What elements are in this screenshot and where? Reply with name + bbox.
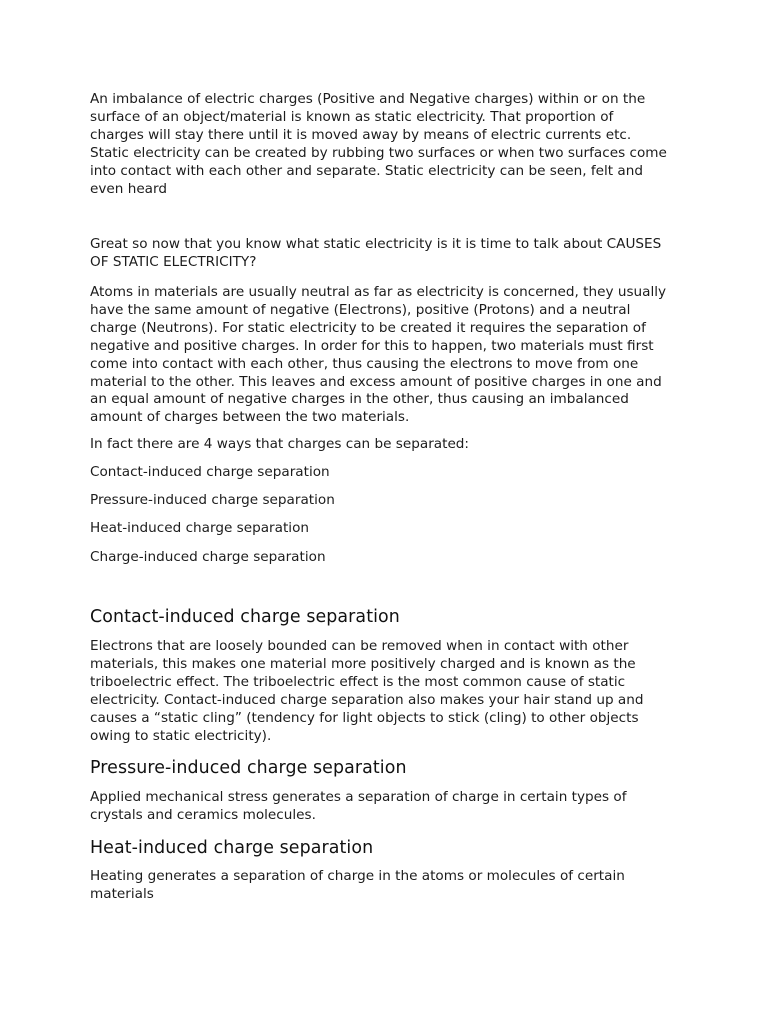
- way-item-contact: Contact-induced charge separation: [90, 464, 330, 480]
- way-item-charge: Charge-induced charge separation: [90, 549, 326, 565]
- ways-intro: In fact there are 4 ways that charges can be separated:: [90, 436, 470, 452]
- way-item-heat: Heat-induced charge separation: [90, 520, 310, 536]
- section-heading-pressure: Pressure-induced charge separation: [90, 758, 407, 778]
- way-item-pressure: Pressure-induced charge separation: [90, 492, 335, 508]
- section-body-heat: Heating generates a separation of charge in the atoms or molecules of certain materials: [90, 868, 625, 902]
- section-heading-heat: Heat-induced charge separation: [90, 838, 374, 858]
- atoms-paragraph: Atoms in materials are usually neutral as far as electricity is concerned, they usually have the same amount of negative (Electrons), positive (Protons) and a neutral charge (Neutrons). For static electricity to be created it requires the separation of negative and positive charges. In order for this to happen, two materials must first come into contact with each other, thus causing the electrons to move from one material to the other. This leaves and excess amount of positive charges in one and an equal amount of negative charges in the other, thus causing an imbalanced amount of charges between the two materials.: [90, 284, 667, 426]
- intro-paragraph: An imbalance of electric charges (Positive and Negative charges) within or on the surface of an object/material is known as static electricity. That proportion of charges will stay there until it is moved away by means of electric currents etc. Static electricity can be created by rubbing two surfaces or when two surfaces come into contact with each other and separate. Static electricity can be seen, felt and even heard: [90, 91, 667, 197]
- transition-paragraph: Great so now that you know what static electricity is it is time to talk about CAUSES OF STATIC ELECTRICITY?: [90, 236, 662, 270]
- section-body-contact: Electrons that are loosely bounded can be removed when in contact with other materials, this makes one material more positively charged and is known as the triboelectric effect. The triboelectric effect is the most common cause of static electricity. Contact-induced charge separation also makes your hair stand up and causes a “static cling” (tendency for light objects to stick (cling) to other objects owing to static electricity).: [90, 638, 644, 744]
- section-heading-contact: Contact-induced charge separation: [90, 607, 400, 627]
- section-body-pressure: Applied mechanical stress generates a separation of charge in certain types of crystals and ceramics molecules.: [90, 789, 627, 823]
